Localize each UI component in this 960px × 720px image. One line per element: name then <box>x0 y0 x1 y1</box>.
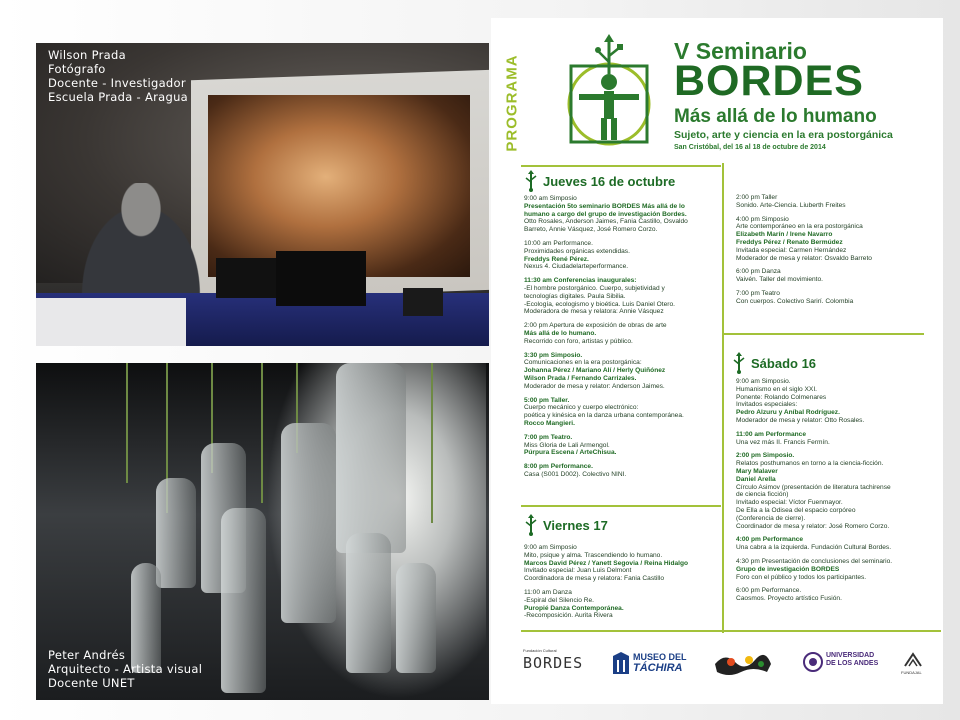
schedule-event <box>736 194 936 210</box>
event-line: Coordinador de mesa y relator: José Romero Corzo. <box>736 522 890 530</box>
event-line: Presentación 5to seminario BORDES Más allá de lo <box>524 202 685 210</box>
event-line: Humanismo en el siglo XXI. <box>736 385 817 393</box>
event-line: Vaivén. Taller del movimiento. <box>736 276 823 284</box>
event-line: 9:00 am Simposio <box>524 544 577 551</box>
event-line: Con cuerpos. Colectivo Sarirí. Colombia <box>736 297 854 305</box>
event-line: Barreto, Annie Vásquez, José Romero Corzo. <box>524 226 658 234</box>
event-line: Moderador de mesa y relator: Anderson Jaimes. <box>524 382 665 390</box>
bottle <box>281 423 336 623</box>
event-line: Pedro Alzuru y Aníbal Rodríguez. <box>736 409 840 417</box>
event-line: 7:00 pm Teatro. <box>524 433 573 441</box>
schedule-event <box>524 352 720 391</box>
event-line: Puropié Danza Contemporánea. <box>524 604 624 612</box>
event-line: humano a cargo del grupo de investigación Bordes. <box>524 210 687 218</box>
day-header-saturday: Sábado 16 <box>733 352 816 374</box>
fundajal-icon <box>903 652 923 668</box>
event-line: Arte contemporáneo en la era postorgánica <box>736 223 863 231</box>
event-line: Sonido. Arte-Ciencia. Liuberth Freites <box>736 201 846 209</box>
event-line: -Recomposición. Aurita Rivera <box>524 612 613 620</box>
schedule-event <box>736 452 936 530</box>
photo-speaker <box>36 43 489 346</box>
event-line: 6:00 pm Performance. <box>736 587 802 595</box>
event-line: 9:00 am Simposio. <box>736 378 791 385</box>
event-line: (Conferencia de cierre). <box>736 514 806 522</box>
event-line: 2:00 pm Simposio. <box>736 452 795 460</box>
column-divider <box>722 163 724 633</box>
event-line: Elizabeth Marín / Irene Navarro <box>736 231 833 239</box>
event-line: Proximidades orgánicas extendidas. <box>524 247 630 255</box>
photo-top-caption: Wilson Prada Fotógrafo Docente - Investigador Escuela Prada - Aragua <box>48 48 189 104</box>
event-line: De Ella a la Odisea del espacio corpóreo <box>736 506 856 514</box>
event-line: 11:30 am Conferencias inaugurales: <box>524 277 637 285</box>
event-line: 9:00 am Simposio <box>524 195 577 202</box>
schedule-event <box>524 240 720 271</box>
day-header-thursday: Jueves 16 de octubre <box>525 170 675 192</box>
edition-text: V Seminario <box>674 38 807 64</box>
event-line: Moderador de mesa y relator: Otto Rosales. <box>736 416 865 424</box>
schedule-event <box>524 277 720 316</box>
museo-line-1: MUSEO DEL <box>633 652 687 662</box>
event-line: 5:00 pm Taller. <box>524 396 570 404</box>
speaker-box <box>403 288 443 316</box>
event-line: 11:00 am Performance <box>736 430 807 438</box>
event-line: Nexus 4. Ciudadelarteperformance. <box>524 263 629 271</box>
schedule-event <box>736 290 936 306</box>
thursday-schedule <box>524 195 720 485</box>
usb-icon <box>525 170 537 192</box>
event-line: 10:00 am Performance. <box>524 239 593 247</box>
schedule-event <box>736 431 936 447</box>
event-line: Marcos David Pérez / Yanett Segovia / Reina Hidalgo <box>524 559 689 567</box>
event-line: -El hombre postorgánico. Cuerpo, subjetividad y <box>524 284 665 292</box>
event-line: Cuerpo mecánico y cuerpo electrónico: <box>524 404 639 412</box>
event-line: Invitado especial: Víctor Fuenmayor. <box>736 499 843 507</box>
poster-place-date: San Cristóbal, del 16 al 18 de octubre de 2014 <box>674 144 826 151</box>
event-line: Círculo Asimov (presentación de literatura tachirense <box>736 483 891 491</box>
bordes-logo: BORDES <box>523 654 584 672</box>
event-line: 8:00 pm Performance. <box>524 463 593 471</box>
schedule-event <box>524 589 720 620</box>
schedule-event <box>524 463 720 479</box>
schedule-event <box>524 195 720 234</box>
museo-line-2: TÁCHIRA <box>633 662 683 674</box>
event-line: Miss Gloria de Lali Armengol. <box>524 441 610 449</box>
bottle <box>346 533 391 673</box>
event-line: Otto Rosales, Anderson Jaimes, Fania Castillo, Osvaldo <box>524 218 688 226</box>
schedule-event <box>736 268 936 284</box>
event-line: 2:00 pm Apertura de exposición de obras de arte <box>524 322 667 330</box>
photo-bottom-caption: Peter Andrés Arquitecto - Artista visual Docente UNET <box>48 648 203 690</box>
usb-icon <box>525 514 537 536</box>
table-cloth <box>36 298 186 346</box>
day-header-friday: Viernes 17 <box>525 514 608 536</box>
hanging-wire <box>431 363 433 523</box>
hanging-wire <box>261 363 263 503</box>
laptop-box <box>276 251 366 306</box>
schedule-event <box>736 536 936 552</box>
event-line: Una cabra a la izquierda. Fundación Cultural Bordes. <box>736 544 892 552</box>
section-divider <box>521 165 721 167</box>
bottle <box>156 478 196 588</box>
poster-title: BORDES <box>674 57 864 105</box>
projected-image <box>208 95 470 277</box>
ula-seal-icon <box>803 651 823 673</box>
section-divider <box>521 505 721 507</box>
event-line: Invitada especial: Carmen Hernández <box>736 246 847 254</box>
event-line: 4:00 pm Simposio <box>736 215 789 223</box>
event-line: poética y kinésica en la danza urbana contemporánea. <box>524 412 684 420</box>
poster-subtitle: Más allá de lo humano <box>674 106 877 127</box>
hanging-wire <box>126 363 128 483</box>
sponsor-logos <box>521 646 931 686</box>
event-line: Mito, psique y alma. Trascendiendo lo humano. <box>524 551 663 559</box>
ula-line-1: UNIVERSIDAD <box>826 652 875 659</box>
event-line: 6:00 pm Danza <box>736 268 781 276</box>
event-line: Wilson Prada / Fernando Carrizales. <box>524 374 637 382</box>
event-line: 7:00 pm Teatro <box>736 289 780 297</box>
schedule-event <box>524 544 720 583</box>
event-line: 2:00 pm Taller <box>736 194 778 201</box>
event-line: Daniel Arella <box>736 475 776 483</box>
friday-afternoon-schedule <box>736 194 936 312</box>
section-divider <box>724 333 924 335</box>
event-line: -Ecología, ecologismo y bioética. Luis Daniel Otero. <box>524 300 675 308</box>
event-line: Invitados especiales: <box>736 401 798 409</box>
schedule-event <box>524 322 720 345</box>
museo-icon <box>613 652 629 674</box>
event-line: Johanna Pérez / Mariano Alí / Herly Quiñónez <box>524 367 666 375</box>
event-line: Púrpura Escena / ArteChisua. <box>524 449 617 457</box>
event-line: Caosmos. Proyecto artístico Fusión. <box>736 595 842 603</box>
saturday-schedule <box>736 378 936 609</box>
event-line: Moderador de mesa y relator: Osvaldo Barreto <box>736 254 872 262</box>
usb-icon <box>733 352 745 374</box>
friday-morning-schedule <box>524 544 720 626</box>
projector <box>216 258 276 298</box>
bottle <box>221 508 266 693</box>
bottle <box>336 363 406 553</box>
event-line: Freddys Pérez / Renato Bermúdez <box>736 238 843 246</box>
event-line: 3:30 pm Simposio. <box>524 351 583 359</box>
footer-divider <box>521 630 941 632</box>
event-line: Relatos posthumanos en torno a la ciencia-ficción. <box>736 460 884 468</box>
programa-label: PROGRAMA <box>503 54 521 152</box>
event-line: 4:30 pm Presentación de conclusiones del seminario. <box>736 557 893 565</box>
graffiti-logo <box>713 650 773 676</box>
event-line: Ponente: Rolando Colmenares <box>736 393 827 401</box>
event-line: Mary Malaver <box>736 467 778 475</box>
schedule-event <box>736 216 936 263</box>
fundajal-text: FUNDAJAL <box>901 670 922 675</box>
event-line: tecnologías digitales. Paula Sibilia. <box>524 292 626 300</box>
program-poster <box>491 18 943 704</box>
event-line: 11:00 am Danza <box>524 588 572 596</box>
event-line: Comunicaciones en la era postorgánica: <box>524 359 642 367</box>
event-line: Foro con el público y todos los participantes. <box>736 573 867 581</box>
event-line: Más allá de lo humano. <box>524 329 597 337</box>
event-line: Coordinadora de mesa y relatora: Fania Castillo <box>524 575 665 583</box>
event-line: 4:00 pm Performance <box>736 536 804 544</box>
event-line: Invitado especial: Juan Luis Delmont <box>524 567 632 575</box>
event-line: Una vez más II. Francis Fermín. <box>736 438 830 446</box>
schedule-event <box>736 558 936 581</box>
event-line: Recorrido con foro, artistas y público. <box>524 337 633 345</box>
ula-line-2: DE LOS ANDES <box>826 660 879 667</box>
event-line: Rocco Mangieri. <box>524 419 575 427</box>
event-line: Freddys René Pérez. <box>524 255 589 263</box>
vitruvian-usb-logo <box>561 34 657 152</box>
schedule-event <box>736 587 936 603</box>
schedule-event <box>524 434 720 457</box>
fundacion-small-text: Fundación Cultural <box>523 648 557 653</box>
event-line: -Espiral del Silencio Re. <box>524 596 594 604</box>
event-line: Moderadora de mesa y relatora: Annie Vásquez <box>524 308 664 316</box>
event-line: de ciencia ficción) <box>736 491 789 499</box>
bottle <box>396 563 436 673</box>
schedule-event <box>736 378 936 425</box>
event-line: Casa (S001 D002). Colectivo NINI. <box>524 470 627 478</box>
schedule-event <box>524 397 720 428</box>
event-line: Grupo de investigación BORDES <box>736 565 840 573</box>
photo-bottles <box>36 363 489 700</box>
poster-tagline: Sujeto, arte y ciencia en la era postorgánica <box>674 129 893 141</box>
